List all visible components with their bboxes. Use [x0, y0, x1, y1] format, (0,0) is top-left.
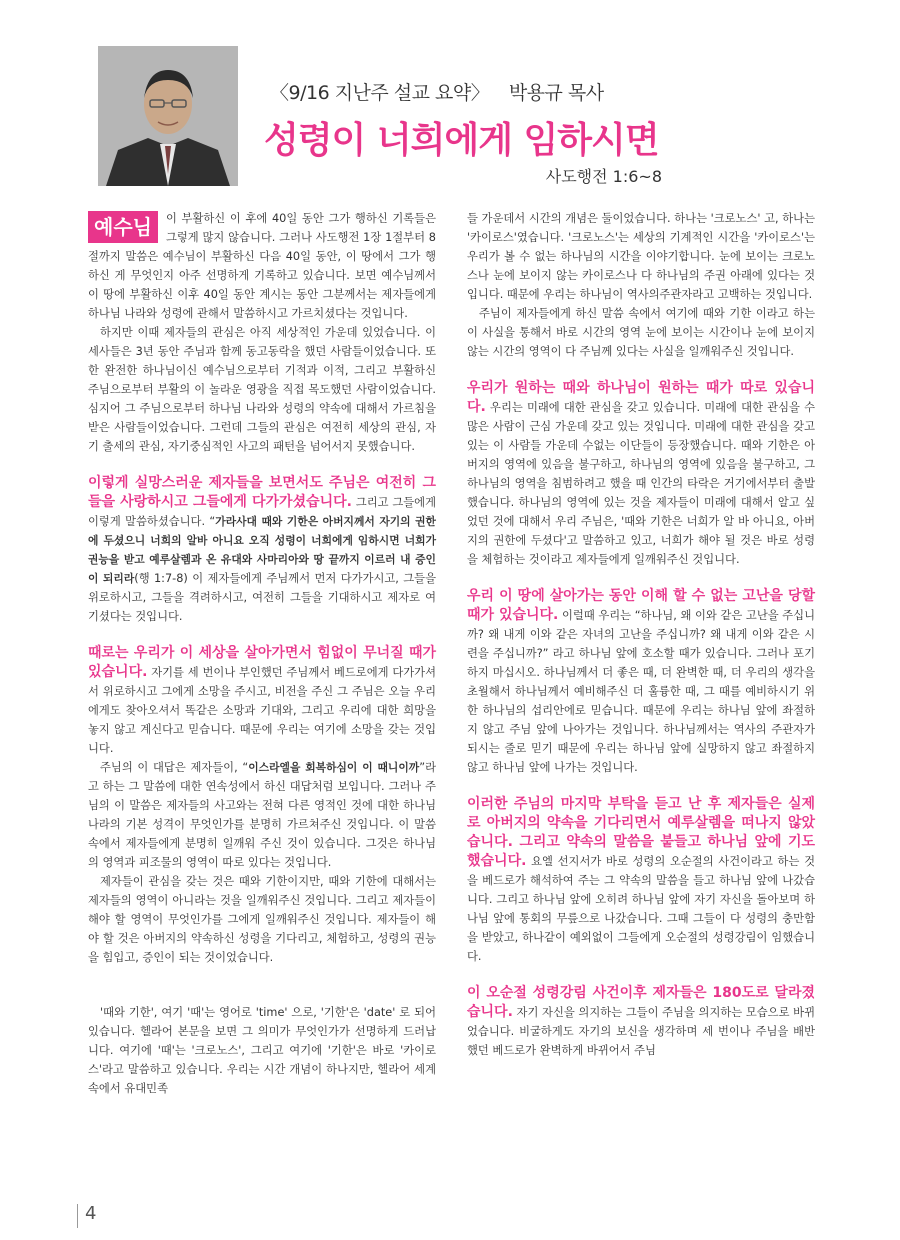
article-left-column: [88, 209, 436, 1098]
article-paragraph: 때로는 우리가 이 세상을 살아가면서 힘없이 무너질 때가 있습니다. 자기를 세 번이나 부인했던 주님께서 베드로에게 다가가셔서 위로하시고 그에게 소망을 주시고, 비전을 주신 그 주님은 오늘 우리에게도 찾아오셔서 똑같은 소망과 기대와, 그리고 우리에 대한 희망을 놓지 않고 계신다고 믿습니다. 때문에 우리는 여기에 소망을 갖는 것입니다.: [88, 645, 436, 755]
page-number: 4: [85, 1203, 97, 1224]
article-paragraph: 이 오순절 성령강림 사건이후 제자들은 180도로 달라졌습니다. 자기 자신을 의지하는 그들이 주님을 의지하는 모습으로 바뀌었습니다. 비굴하게도 자기의 보신을 생각하며 세 번이나 주님을 배반했던 베드로가 완벽하게 바뀌어서 주님: [467, 985, 815, 1057]
article-paragraph: 주님이 제자들에게 하신 말씀 속에서 여기에 때와 기한 이라고 하는 이 사실을 통해서 바로 시간의 영역 눈에 보이는 시간이나 눈에 보이지 않는 시간의 영역이 다 주님께 있다는 사실을 일깨워주신 것입니다.: [467, 307, 815, 358]
preacher-name: 박용규 목사: [508, 82, 604, 104]
scripture-quote: 이스라엘을 회복하심이 이 때니이까: [248, 761, 420, 774]
pastor-photo: [98, 46, 238, 186]
section-lead: 이 오순절 성령강림 사건이후 제자들은 180도로 달라졌습니다.: [467, 985, 815, 1020]
article-paragraph: 우리가 원하는 때와 하나님이 원하는 때가 따로 있습니다. 우리는 미래에 대한 관심을 갖고 있습니다. 미래에 대한 관심을 수많은 사람이 근심 가운데 갖고 있는 것입니다. 미래에 대한 관심을 갖고 있는 이 사람들 가운데 수없는 이단들이 등장했습니다. 때와 기한은 아버지의 영역에 있음을 불구하고, 하나님의 영역에 있음을 불구하고, 그 하나님의 영역을 침범하려고 했을 때 인간의 타락은 거기에서부터 출발했습니다. 하나님의 영역에 있는 것을 제자들이 미래에 대해서 알고 싶었던 것에 대해서 우리 주님은, '때와 기한은 너희가 알 바 아니요, 아버지의 권한에 두셨다'고 말씀하고 있고, 너희가 해야 될 것은 바로 성령을 체험하는 것이라고 제자들에게 일깨워주신 것입니다.: [467, 380, 815, 566]
dropcap-label: 예수님: [88, 211, 158, 243]
article-right-column: [467, 209, 815, 1060]
section-lead: 때로는 우리가 이 세상을 살아가면서 힘없이 무너질 때가 있습니다.: [88, 645, 436, 680]
footer-divider: [77, 1204, 78, 1228]
article-paragraph: 예수님 이 부활하신 이 후에 40일 동안 그가 행하신 기록들은 그렇게 많지 않습니다. 그러나 사도행전 1장 1절부터 8절까지 말씀은 예수님이 부활하신 다음 40일 동안, 이 땅에서 그가 행하신 게 무엇인지 아주 선명하게 기록하고 있습니다. 보면 예수님께서 이 땅에 부활하신 이후 40일 동안 계시는 동안 그분께서는 제자들에게 하나님 나라와 성령에 관해서 말씀하시고 가르치셨다는 것입니다.: [88, 212, 436, 320]
sermon-label: 〈9/16 지난주 설교 요약〉: [270, 82, 490, 104]
article-paragraph: 주님의 이 대답은 제자들이, “이스라엘을 회복하심이 이 때니이까”라고 하는 그 말씀에 대한 연속성에서 하신 대답처럼 보입니다. 그러나 주님의 이 말씀은 제자들의 사고와는 전혀 다른 영적인 것에 대한 하나님 나라의 기본 성격이 무엇인가를 분명히 가르쳐주신 것입니다. 이 말씀 속에서 제자들에게 분명히 일깨워 주신 것이 있습니다. 그것은 하나님의 영역과 피조물의 영역이 따로 있다는 것입니다.: [88, 761, 436, 869]
article-paragraph: 이러한 주님의 마지막 부탁을 듣고 난 후 제자들은 실제로 아버지의 약속을 기다리면서 예루살렘을 떠나지 않았습니다. 그리고 약속의 말씀을 붙들고 하나님 앞에 기도했습니다. 요엘 선지서가 바로 성령의 오순절의 사건이라고 하는 것을 베드로가 해석하여 주는 그 약속의 말씀을 들고 하나님 앞에 나갔습니다. 그리고 하나님 앞에 오히려 하나님 앞에 자기 자신을 돌아보며 하나님 앞에 통회의 무릎으로 나갔습니다. 그때 그들이 다 성령의 충만함을 받았고, 하나같이 예외없이 그들에게 오순절의 성령강림이 임했습니다.: [467, 796, 815, 963]
section-lead: 우리가 원하는 때와 하나님이 원하는 때가 따로 있습니다.: [467, 380, 815, 415]
article-paragraph: 들 가운데서 시간의 개념은 둘이었습니다. 하나는 '크로노스' 고, 하나는 '카이로스'였습니다. '크로노스'는 세상의 기계적인 시간을 '카이로스'는 우리가 볼 수 없는 하나님의 시간을 이야기합니다. 눈에 보이는 크로노스나 눈에 보이지 않는 카이로스나 다 하나님의 주권 아래에 있다는 것입니다. 때문에 우리는 하나님이 역사의주관자라고 고백하는 것입니다.: [467, 212, 815, 301]
scripture-quote: 가라사대 때와 기한은 아버지께서 자기의 권한에 두셨으니 너희의 알바 아니요 오직 성령이 너희에게 임하시면 너희가 권능을 받고 예루살렘과 온 유대와 사마리아와 땅 끝까지 이르러 내 증인이 되리라: [88, 515, 436, 585]
sermon-title: 성령이 너희에게 임하시면: [264, 120, 659, 161]
article-paragraph: '때와 기한', 여기 '때'는 영어로 'time' 으로, '기한'은 'date' 로 되어있습니다. 헬라어 본문을 보면 그 의미가 무엇인가가 선명하게 드러납니다. 여기에 '때'는 '크로노스', 그리고 여기에 '기한'은 바로 '카이로스'라고 말씀하고 있습니다. 우리는 시간 개념이 하나지만, 헬라어 세계 속에서 유대민족: [88, 1006, 436, 1095]
section-lead: 이러한 주님의 마지막 부탁을 듣고 난 후 제자들은 실제로 아버지의 약속을 기다리면서 예루살렘을 떠나지 않았습니다. 그리고 약속의 말씀을 붙들고 하나님 앞에 기도했습니다.: [467, 796, 815, 869]
section-lead: 이렇게 실망스러운 제자들을 보면서도 주님은 여전히 그들을 사랑하시고 그들에게 다가가셨습니다.: [88, 475, 436, 510]
section-lead: 우리 이 땅에 살아가는 동안 이해 할 수 없는 고난을 당할때가 있습니다.: [467, 588, 815, 623]
scripture-reference: 사도행전 1:6~8: [545, 167, 662, 186]
article-paragraph: 제자들이 관심을 갖는 것은 때와 기한이지만, 때와 기한에 대해서는 제자들의 영역이 아니라는 것을 일깨워주신 것입니다. 그리고 제자들이 해야 할 영역이 무엇인가를 그에게 일깨워주신 것입니다. 제자들이 해야 할 것은 아버지의 약속하신 성령을 기다리고, 체험하고, 성령의 권능을 힘입고, 증인이 되는 것이었습니다.: [88, 875, 436, 964]
article-paragraph: 하지만 이때 제자들의 관심은 아직 세상적인 가운데 있었습니다. 이 세사들은 3년 동안 주님과 함께 동고동락을 했던 사람들이었습니다. 또한 완전한 하나님이신 예수님으로부터 기적과 이적, 그리고 부활하신 주님으로부터 부활의 이 놀라운 영광을 직접 목도했던 사람이었습니다. 심지어 그 주님으로부터 하나님 나라와 성령의 약속에 대해서 가르침을 받은 사람들이었습니다. 그런데 그들의 관심은 여전히 세상의 관심, 자기 출세의 관심, 자기중심적인 사고의 패턴을 넘어서지 못했습니다.: [88, 326, 436, 453]
article-paragraph: 이렇게 실망스러운 제자들을 보면서도 주님은 여전히 그들을 사랑하시고 그들에게 다가가셨습니다. 그리고 그들에게 이렇게 말씀하셨습니다. “가라사대 때와 기한은 아버지께서 자기의 권한에 두셨으니 너희의 알바 아니요 오직 성령이 너희에게 임하시면 너희가 권능을 받고 예루살렘과 온 유대와 사마리아와 땅 끝까지 이르러 내 증인이 되리라(행 1:7-8) 이 제자들에게 주님께서 먼저 다가가시고, 그들을 위로하시고, 그들을 격려하시고, 여전히 그들을 기대하시고 제자로 여기셨다는 것입니다.: [88, 475, 436, 623]
sermon-header: [270, 78, 618, 105]
article-paragraph: 우리 이 땅에 살아가는 동안 이해 할 수 없는 고난을 당할때가 있습니다. 이럴때 우리는 “하나님, 왜 이와 같은 고난을 주십니까? 왜 내게 이와 같은 자녀의 고난을 주십니까? 왜 내게 이와 같은 시련을 주십니까?” 라고 하나님 앞에 호소할 때가 있습니다. 그러나 포기하지 마십시오. 하나님께서 더 좋은 때, 더 완벽한 때, 더 우리의 생각을 초월해서 하나님께서 예비해주신 더 훌륭한 때, 그 때를 예비하시기 위한 하나님의 섭리안에로 믿습니다. 때문에 우리는 하나님 앞에 좌절하지 않고 주님 앞에 나아가는 것입니다. 하나님께서는 역사의 주관자가 되시는 줄로 믿기 때문에 우리는 하나님 앞에 실망하지 않고 좌절하지 않고 하나님 앞에 나가는 것입니다.: [467, 588, 815, 774]
